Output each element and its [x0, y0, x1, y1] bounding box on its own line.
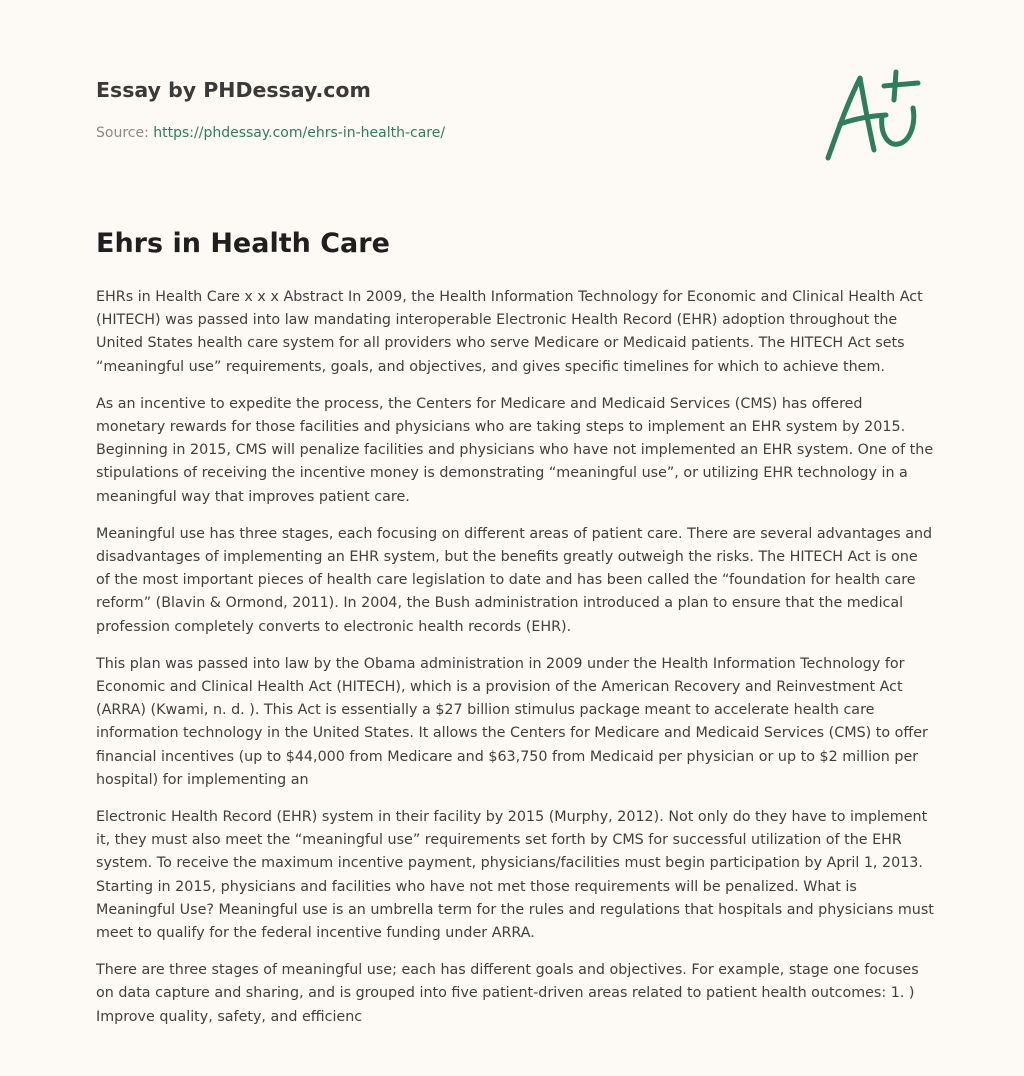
essay-paragraph: There are three stages of meaningful use; each has different goals and objectives. For example, stage one focuses on data capture and sharing, and is grouped into five patient-driven areas related to patient health outcomes: 1. ) Improve quality, safety, and efficienc: [96, 962, 919, 1025]
page-header: [96, 76, 756, 142]
site-title: Essay by PHDessay.com: [96, 78, 371, 102]
essay-paragraph: EHRs in Health Care x x x Abstract In 2009, the Health Information Technology for Economic and Clinical Health Act (HITECH) was passed into law mandating interoperable Electronic Health Record (EHR) adoption throughout the United States health care system for all providers who serve Medicare or Medicaid patients. The HITECH Act sets “meaningful use” requirements, goals, and objectives, and gives specific timelines for which to achieve them.: [96, 289, 923, 375]
source-link[interactable]: https://phdessay.com/ehrs-in-health-care/: [153, 125, 446, 141]
essay-paragraph: As an incentive to expedite the process, the Centers for Medicare and Medicaid Services (CMS) has offered monetary rewards for those facilities and physicians who are taking steps to implement an EHR system by 2015. Beginning in 2015, CMS will penalize facilities and physicians who have not implemented an EHR system. One of the stipulations of receiving the incentive money is demonstrating “meaningful use”, or utilizing EHR technology in a meaningful way that improves patient care.: [96, 395, 934, 505]
essay-paragraph: Meaningful use has three stages, each focusing on different areas of patient care. There are several advantages and disadvantages of implementing an EHR system, but the benefits greatly outweigh the risks. The HITECH Act is one of the most important pieces of health care legislation to date and has been called the “foundation for health care reform” (Blavin & Ormond, 2011). In 2004, the Bush administration introduced a plan to ensure that the medical profession completely converts to electronic health records (EHR).: [96, 525, 933, 635]
essay-title: Ehrs in Health Care: [96, 228, 390, 259]
essay-paragraph: Electronic Health Record (EHR) system in their facility by 2015 (Murphy, 2012). Not only do they have to implement it, they must also meet the “meaningful use” requirements set forth by CMS for successful utilization of the EHR system. To receive the maximum incentive payment, physicians/facilities must begin participation by April 1, 2013. Starting in 2015, physicians and facilities who have not met those requirements will be penalized. What is Meaningful Use? Meaningful use is an umbrella term for the rules and regulations that hospitals and physicians must meet to qualify for the federal incentive funding under ARRA.: [96, 809, 934, 942]
source-label: Source:: [96, 125, 149, 141]
source-line: [96, 124, 756, 142]
a-plus-grade-icon: [820, 66, 930, 166]
essay-body: [96, 286, 936, 1043]
essay-paragraph: This plan was passed into law by the Obama administration in 2009 under the Health Information Technology for Economic and Clinical Health Act (HITECH), which is a provision of the American Recovery and Reinvestment Act (ARRA) (Kwami, n. d. ). This Act is essentially a $27 billion stimulus package meant to accelerate health care information technology in the United States. It allows the Centers for Medicare and Medicaid Services (CMS) to offer financial incentives (up to $44,000 from Medicare and $63,750 from Medicaid per physician or up to $2 million per hospital) for implementing an: [96, 655, 928, 788]
